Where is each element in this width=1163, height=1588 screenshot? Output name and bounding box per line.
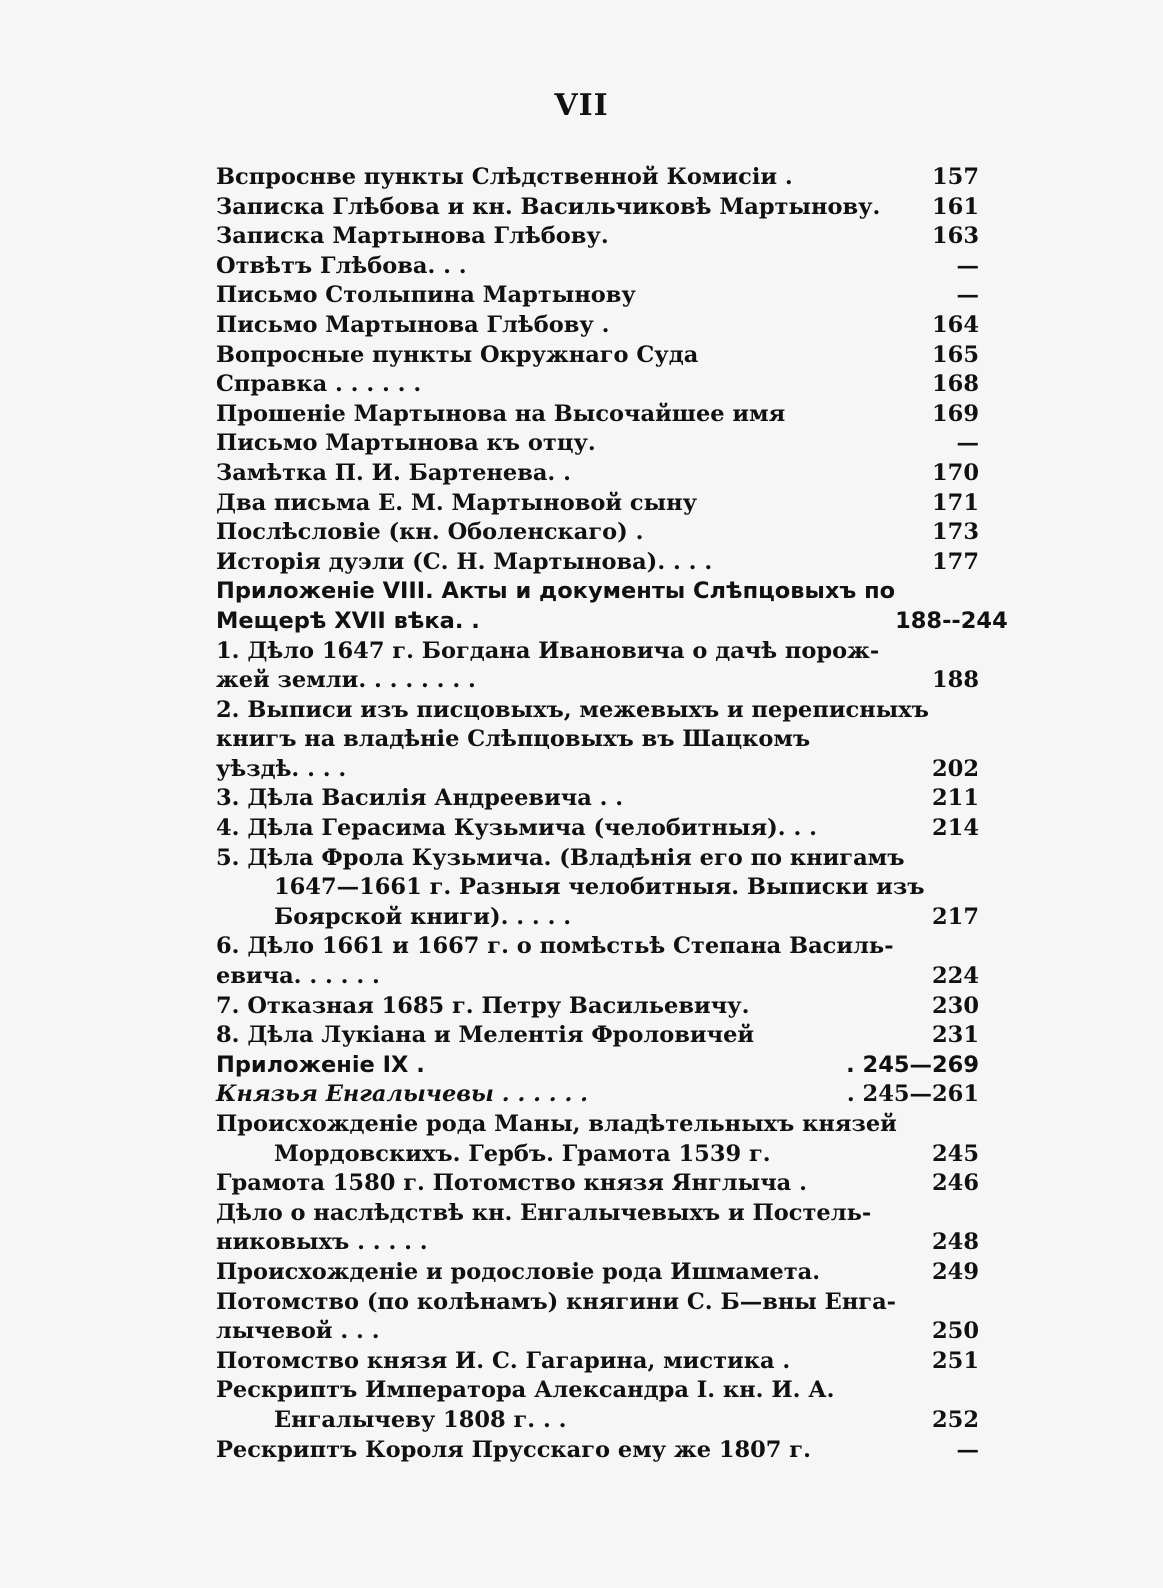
toc-entry (216, 1021, 979, 1051)
toc-page-number: 163 (932, 223, 979, 250)
toc-entry (216, 932, 979, 991)
toc-page-number: 245 (932, 1140, 979, 1167)
toc-entry-title (216, 784, 845, 814)
toc-entry-line: уѣздѣ. . . . (216, 755, 347, 782)
toc-entry (216, 844, 979, 933)
toc-page-number: 164 (932, 311, 979, 338)
toc-entry (216, 429, 979, 459)
toc-entry (216, 696, 979, 785)
toc-entry-line: Рескриптъ Императора Александра I. кн. И. А. (216, 1377, 835, 1404)
toc-entry-line: Замѣтка П. И. Бартенева. . (216, 459, 571, 486)
toc-page-number: 249 (932, 1258, 979, 1285)
toc-page-number: 231 (932, 1022, 979, 1049)
table-of-contents (216, 163, 1008, 1465)
toc-page-number: 169 (932, 400, 979, 427)
toc-entry-title (216, 341, 845, 371)
toc-entry-title (216, 252, 845, 282)
toc-entry-line: Потомство (по колѣнамъ) княгини С. Б—вны Енга- (216, 1288, 897, 1315)
toc-entry-title (216, 1347, 845, 1377)
toc-entry (216, 459, 979, 489)
toc-entry-title (216, 932, 894, 991)
toc-entry (216, 577, 1008, 636)
toc-entry (216, 1288, 979, 1347)
toc-entry-line: Дѣло о наслѣдствѣ кн. Енгалычевыхъ и Постель- (216, 1199, 872, 1226)
toc-entry-line: 4. Дѣла Герасима Кузьмича (челобитныя). . . (216, 815, 817, 842)
toc-entry (216, 1199, 979, 1258)
toc-entry (216, 1347, 979, 1377)
toc-entry-line: 7. Отказная 1685 г. Петру Васильевичу. (216, 992, 750, 1019)
toc-entry-line: Грамота 1580 г. Потомство князя Янглыча . (216, 1170, 807, 1197)
toc-entry-line: 1. Дѣло 1647 г. Богдана Ивановича о дачѣ порож- (216, 637, 880, 664)
toc-entry-title (216, 577, 895, 636)
toc-entry-title (216, 489, 845, 519)
toc-page-number: . 245—269 (846, 1051, 979, 1078)
toc-entry-line: Записка Мартынова Глѣбову. (216, 223, 609, 250)
toc-entry-title (216, 1258, 845, 1288)
toc-page-number: 248 (932, 1229, 979, 1256)
toc-page-number: 173 (932, 519, 979, 546)
toc-entry-title (216, 1021, 845, 1051)
toc-entry (216, 1436, 979, 1466)
toc-page-number: 217 (932, 903, 979, 930)
toc-page-number: 211 (932, 785, 979, 812)
toc-entry-line: Письмо Мартынова къ отцу. (216, 430, 596, 457)
toc-entry (216, 637, 979, 696)
toc-entry-line: Письмо Столыпина Мартынову (216, 282, 636, 309)
toc-entry-line: Справка . . . . . . (216, 371, 422, 398)
toc-entry-line: Исторія дуэли (С. Н. Мартынова). . . . (216, 548, 713, 575)
toc-page-number: — (956, 252, 979, 279)
toc-page-number: 188--244 (895, 607, 1008, 634)
toc-entry-title (216, 1288, 896, 1347)
toc-entry-line: Происхожденіе и родословіе рода Ишмамета. (216, 1258, 821, 1285)
toc-entry-title (216, 311, 845, 341)
toc-entry-line: книгъ на владѣніе Слѣпцовыхъ въ Шацкомъ (216, 726, 811, 753)
toc-entry-title (216, 370, 845, 400)
toc-entry-line: Мордовскихъ. Гербъ. Грамота 1539 г. (274, 1140, 771, 1167)
toc-page-number: 246 (932, 1170, 979, 1197)
toc-entry-line: Боярской книги). . . . . (274, 903, 572, 930)
toc-entry-line: Енгалычеву 1808 г. . . (274, 1406, 567, 1433)
toc-entry-title (216, 222, 845, 252)
toc-entry-line: 2. Выписи изъ писцовыхъ, межевыхъ и переписныхъ (216, 696, 929, 723)
toc-entry-title (216, 696, 929, 785)
toc-entry-title (216, 400, 845, 430)
toc-entry-line: жей земли. . . . . . . . (216, 667, 476, 694)
toc-entry-title (216, 1080, 845, 1110)
toc-entry-line: Мещерѣ XVII вѣка. . (216, 607, 480, 634)
toc-page-number: 165 (932, 341, 979, 368)
toc-page-number: 251 (932, 1347, 979, 1374)
toc-entry-title (216, 281, 845, 311)
toc-entry-title (216, 548, 845, 578)
toc-entry-line: Письмо Мартынова Глѣбову . (216, 311, 610, 338)
toc-entry-title (216, 193, 880, 223)
toc-entry-line: 3. Дѣла Василія Андреевича . . (216, 785, 624, 812)
toc-entry (216, 1110, 979, 1169)
toc-entry (216, 193, 979, 223)
toc-entry (216, 814, 979, 844)
toc-entry (216, 992, 979, 1022)
toc-page-number: 161 (932, 193, 979, 220)
toc-entry-line: Князья Енгалычевы . . . . . . (216, 1081, 588, 1108)
toc-entry-title (216, 1376, 845, 1435)
toc-entry-title (216, 163, 845, 193)
toc-entry-line: 8. Дѣла Лукіана и Мелентія Фроловичей (216, 1022, 755, 1049)
toc-entry-title (216, 992, 845, 1022)
toc-entry-line: 6. Дѣло 1661 и 1667 г. о помѣстьѣ Степана Василь- (216, 933, 894, 960)
toc-entry-line: Два письма Е. М. Мартыновой сыну (216, 489, 698, 516)
toc-entry (216, 548, 979, 578)
toc-page-number: — (956, 1436, 979, 1463)
toc-entry (216, 1376, 979, 1435)
toc-page-number: 202 (932, 755, 979, 782)
toc-entry (216, 341, 979, 371)
toc-entry (216, 400, 979, 430)
toc-entry-line: Происхожденіе рода Маны, владѣтельныхъ князей (216, 1111, 897, 1137)
toc-entry-line: Вопросные пункты Окружнаго Суда (216, 341, 699, 368)
toc-page-number: 250 (932, 1318, 979, 1345)
toc-entry (216, 784, 979, 814)
toc-page-number: 170 (932, 459, 979, 486)
toc-page-number: . 245—261 (846, 1081, 979, 1108)
toc-entry (216, 489, 979, 519)
toc-entry-line: лычевой . . . (216, 1318, 380, 1345)
toc-entry-title (216, 637, 879, 696)
toc-entry (216, 1080, 979, 1110)
toc-entry-title (216, 518, 845, 548)
toc-entry-line: 1647—1661 г. Разныя челобитныя. Выписки изъ (274, 874, 925, 901)
toc-page-number: 157 (932, 164, 979, 190)
toc-page-number: 230 (932, 992, 979, 1019)
toc-page-number: 214 (932, 815, 979, 842)
toc-entry-line: Приложеніе IX . (216, 1051, 425, 1078)
toc-entry-line: Записка Глѣбова и кн. Васильчиковѣ Мартынову. (216, 193, 881, 220)
toc-entry-title (216, 1110, 897, 1169)
toc-entry-line: Рескриптъ Короля Прусскаго ему же 1807 г. (216, 1436, 811, 1463)
toc-entry-line: никовыхъ . . . . . (216, 1229, 428, 1256)
toc-entry (216, 1169, 979, 1199)
toc-page-number: 224 (932, 963, 979, 990)
toc-entry (216, 518, 979, 548)
toc-entry-line: Прошеніе Мартынова на Высочайшее имя (216, 400, 786, 427)
toc-entry (216, 1258, 979, 1288)
toc-entry-title (216, 459, 845, 489)
toc-entry-line: 5. Дѣла Фрола Кузьмича. (Владѣнія его по книгамъ (216, 844, 905, 871)
toc-entry (216, 370, 979, 400)
toc-page-number: — (956, 430, 979, 457)
toc-entry (216, 252, 979, 282)
toc-entry-line: евича. . . . . . (216, 963, 380, 990)
toc-entry-title (216, 1169, 845, 1199)
toc-page-number: — (956, 282, 979, 309)
page-header: VII (554, 88, 609, 123)
toc-page-number: 177 (932, 548, 979, 575)
toc-page-number: 252 (932, 1406, 979, 1433)
toc-entry-line: Потомство князя И. С. Гагарина, мистика . (216, 1347, 791, 1374)
toc-entry-line: Послѣсловіе (кн. Оболенскаго) . (216, 519, 644, 546)
toc-entry (216, 311, 979, 341)
toc-entry-title (216, 1051, 845, 1081)
toc-entry-title (216, 814, 845, 844)
toc-entry-line: Приложеніе VIII. Акты и документы Слѣпцовыхъ по (216, 578, 896, 605)
toc-entry-title (216, 429, 845, 459)
toc-page-number: 168 (932, 371, 979, 398)
toc-entry-line: Вспроснве пункты Слѣдственной Комисіи . (216, 164, 793, 190)
toc-entry (216, 1051, 979, 1081)
toc-entry-line: Отвѣтъ Глѣбова. . . (216, 252, 467, 279)
toc-entry-title (216, 844, 924, 933)
toc-entry-title (216, 1199, 871, 1258)
toc-entry-title (216, 1436, 845, 1466)
toc-entry (216, 163, 979, 193)
toc-page-number: 171 (932, 489, 979, 516)
toc-entry (216, 222, 979, 252)
toc-entry (216, 281, 979, 311)
toc-page-number: 188 (932, 667, 979, 694)
